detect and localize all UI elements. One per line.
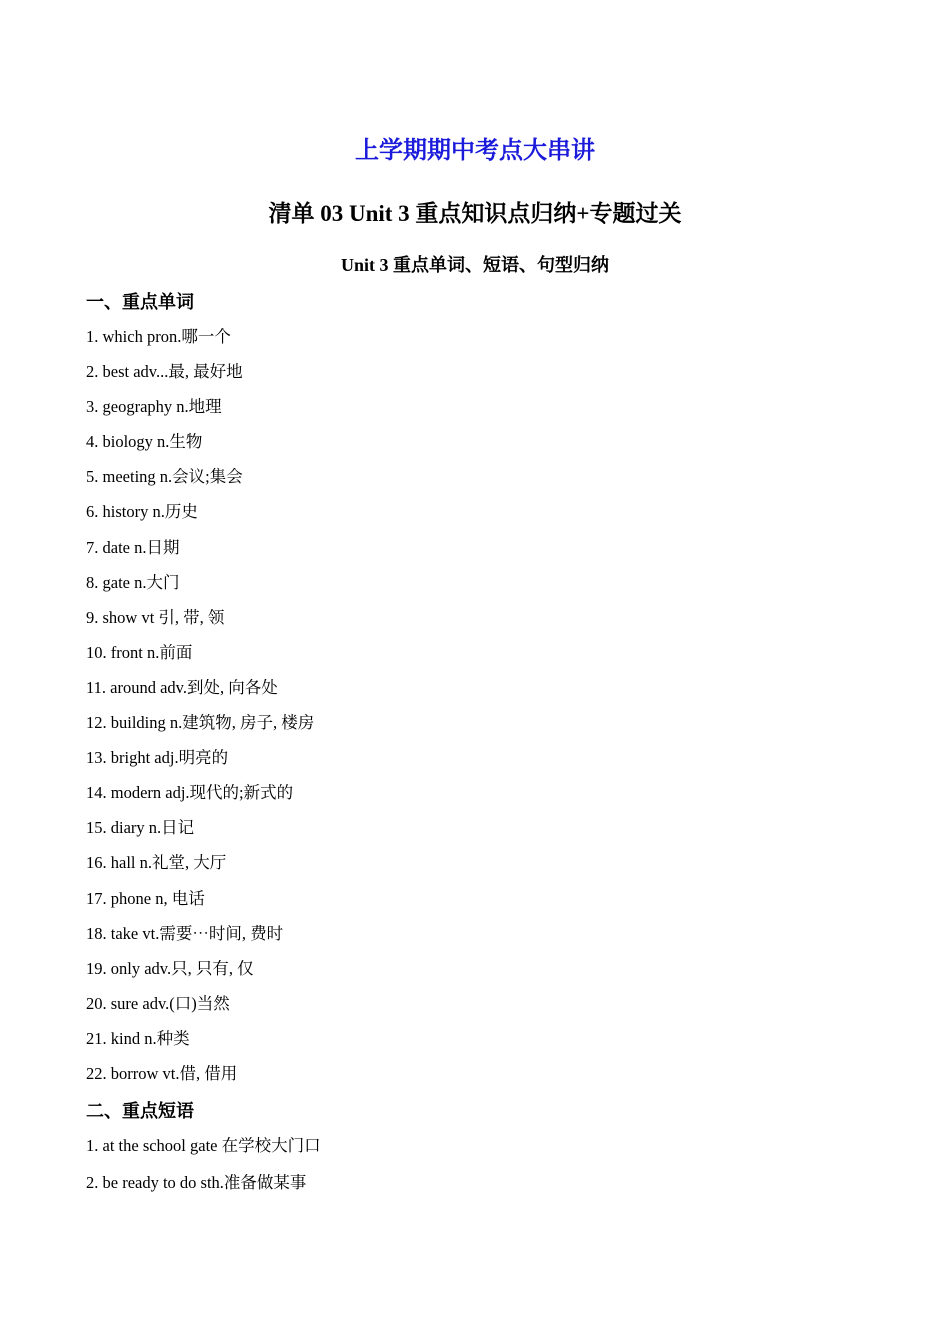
vocabulary-item: 22. borrow vt.借, 借用 [86, 1063, 238, 1083]
vocabulary-item: 19. only adv.只, 只有, 仅 [86, 958, 254, 978]
phrase-item: 1. at the school gate 在学校大门口 [86, 1136, 321, 1155]
vocabulary-item: 11. around adv.到处, 向各处 [86, 677, 278, 697]
vocabulary-item: 6. history n.历史 [86, 502, 198, 522]
phrase-list [86, 1134, 321, 1208]
phrase-item: 2. be ready to do sth.准备做某事 [86, 1173, 307, 1192]
vocabulary-item: 12. building n.建筑物, 房子, 楼房 [86, 713, 315, 733]
vocabulary-item: 8. gate n.大门 [86, 572, 180, 592]
vocabulary-item: 13. bright adj.明亮的 [86, 748, 229, 768]
vocabulary-item: 7. date n.日期 [86, 537, 180, 557]
vocabulary-item: 3. geography n.地理 [86, 397, 222, 417]
vocabulary-item: 14. modern adj.现代的;新式的 [86, 783, 294, 803]
document-title: 清单 03 Unit 3 重点知识点归纳+专题过关 [268, 201, 682, 226]
vocabulary-item: 17. phone n, 电话 [86, 888, 205, 908]
section-subtitle: Unit 3 重点单词、短语、句型归纳 [340, 255, 609, 275]
vocabulary-item: 15. diary n.日记 [86, 818, 195, 838]
vocabulary-item: 9. show vt 引, 带, 领 [86, 607, 225, 627]
vocabulary-item: 18. take vt.需要⋯时间, 费时 [86, 923, 284, 943]
vocabulary-item: 20. sure adv.(口)当然 [86, 993, 230, 1013]
vocabulary-item: 21. kind n.种类 [86, 1028, 190, 1048]
vocabulary-item: 4. biology n.生物 [86, 432, 203, 452]
vocabulary-item: 10. front n.前面 [86, 642, 193, 662]
phrases-section-heading: 二、重点短语 [86, 1101, 194, 1121]
series-title: 上学期期中考点大串讲 [355, 138, 595, 164]
vocabulary-item: 5. meeting n.会议;集会 [86, 467, 243, 487]
vocabulary-item: 1. which pron.哪一个 [86, 327, 231, 346]
vocabulary-item: 2. best adv...最, 最好地 [86, 362, 243, 382]
vocabulary-list [86, 325, 314, 1097]
words-section-heading: 一、重点单词 [86, 292, 194, 312]
vocabulary-item: 16. hall n.礼堂, 大厅 [86, 853, 227, 873]
